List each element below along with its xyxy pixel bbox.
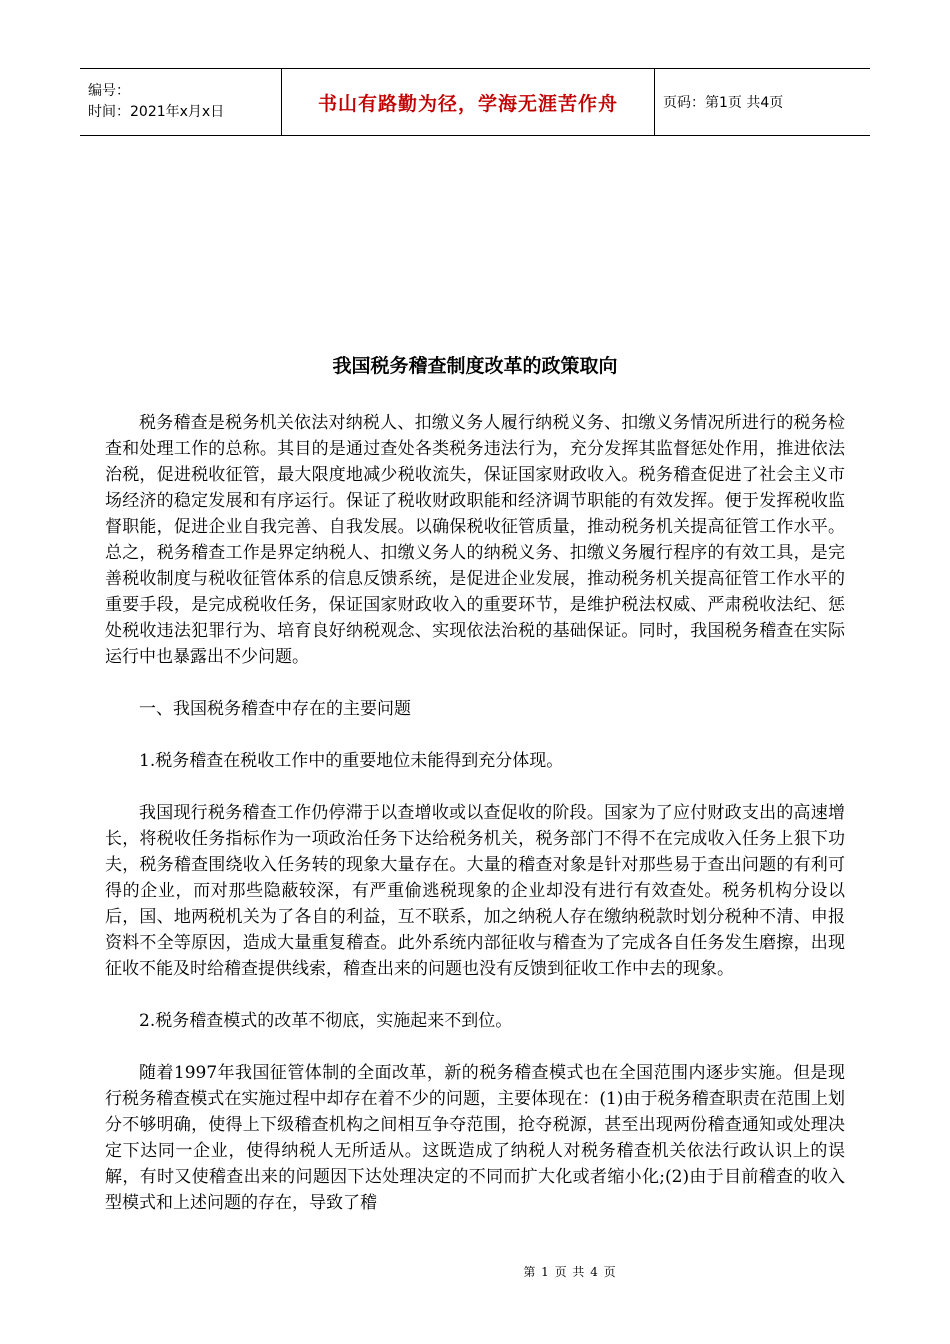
document-body [105,410,845,1216]
document-time-label: 时间：2021年x月x日 [88,104,225,120]
page-footer: 第 1 页 共 4 页 [523,1265,617,1279]
header-table [80,68,870,136]
subheading-1: 1.税务稽查在税收工作中的重要地位未能得到充分体现。 [139,751,564,771]
header-motto-cell [281,69,655,135]
paragraph-intro: 税务稽查是税务机关依法对纳税人、扣缴义务人履行纳税义务、扣缴义务情况所进行的税务检查和处理工作的总称。其目的是通过查处各类税务违法行为，充分发挥其监督惩处作用，推进依法治税，促进税收征管，最大限度地减少税收流失，保证国家财政收入。税务稽查促进了社会主义市场经济的稳定发展和有序运行。保证了税收财政职能和经济调节职能的有效发挥。便于发挥税收监督职能，促进企业自我完善、自我发展。以确保税收征管质量，推动税务机关提高征管工作水平。总之，税务稽查工作是界定纳税人、扣缴义务人的纳税义务、扣缴义务履行程序的有效工具，是完善税收制度与税收征管体系的信息反馈系统，是促进企业发展，推动税务机关提高征管工作水平的重要手段，是完成税收任务，保证国家财政收入的重要环节，是维护税法权威、严肃税收法纪、惩处税收违法犯罪行为、培育良好纳税观念、实现依法治税的基础保证。同时，我国税务稽查在实际运行中也暴露出不少问题。 [105,413,845,667]
document-number-label: 编号： [88,83,130,99]
document-title: 我国税务稽查制度改革的政策取向 [332,355,618,377]
paragraph-1: 我国现行税务稽查工作仍停滞于以查增收或以查促收的阶段。国家为了应付财政支出的高速增长，将税收任务指标作为一项政治任务下达给税务机关，税务部门不得不在完成收入任务上狠下功夫，税务稽查围绕收入任务转的现象大量存在。大量的稽查对象是针对那些易于查出问题的有利可得的企业，而对那些隐蔽较深，有严重偷逃税现象的企业却没有进行有效查处。税务机构分设以后，国、地两税机关为了各自的利益，互不联系，加之纳税人存在缴纳税款时划分税种不清、申报资料不全等原因，造成大量重复稽查。此外系统内部征收与稽查为了完成各自任务发生磨擦，出现征收不能及时给稽查提供线索，稽查出来的问题也没有反馈到征收工作中去的现象。 [105,803,845,979]
subheading-2: 2.税务稽查模式的改革不彻底，实施起来不到位。 [139,1011,513,1031]
paragraph-2: 随着1997年我国征管体制的全面改革，新的税务稽查模式也在全国范围内逐步实施。但是现行税务稽查模式在实施过程中却存在着不少的问题，主要体现在：(1)由于税务稽查职责在范围上划分不够明确，使得上下级稽查机构之间相互争夺范围，抢夺税源，甚至出现两份稽查通知或处理决定下达同一企业，使得纳税人无所适从。这既造成了纳税人对税务稽查机关依法行政认识上的误解，有时又使稽查出来的问题因下达处理决定的不同而扩大化或者缩小化;(2)由于目前稽查的收入型模式和上述问题的存在，导致了稽 [105,1063,845,1213]
header-meta [80,69,281,135]
motto-text: 书山有路勤为径，学海无涯苦作舟 [317,92,618,115]
section-heading: 一、我国税务稽查中存在的主要问题 [139,699,411,719]
header-page-cell [655,69,870,135]
page-info: 页码：第1页 共4页 [663,95,784,111]
